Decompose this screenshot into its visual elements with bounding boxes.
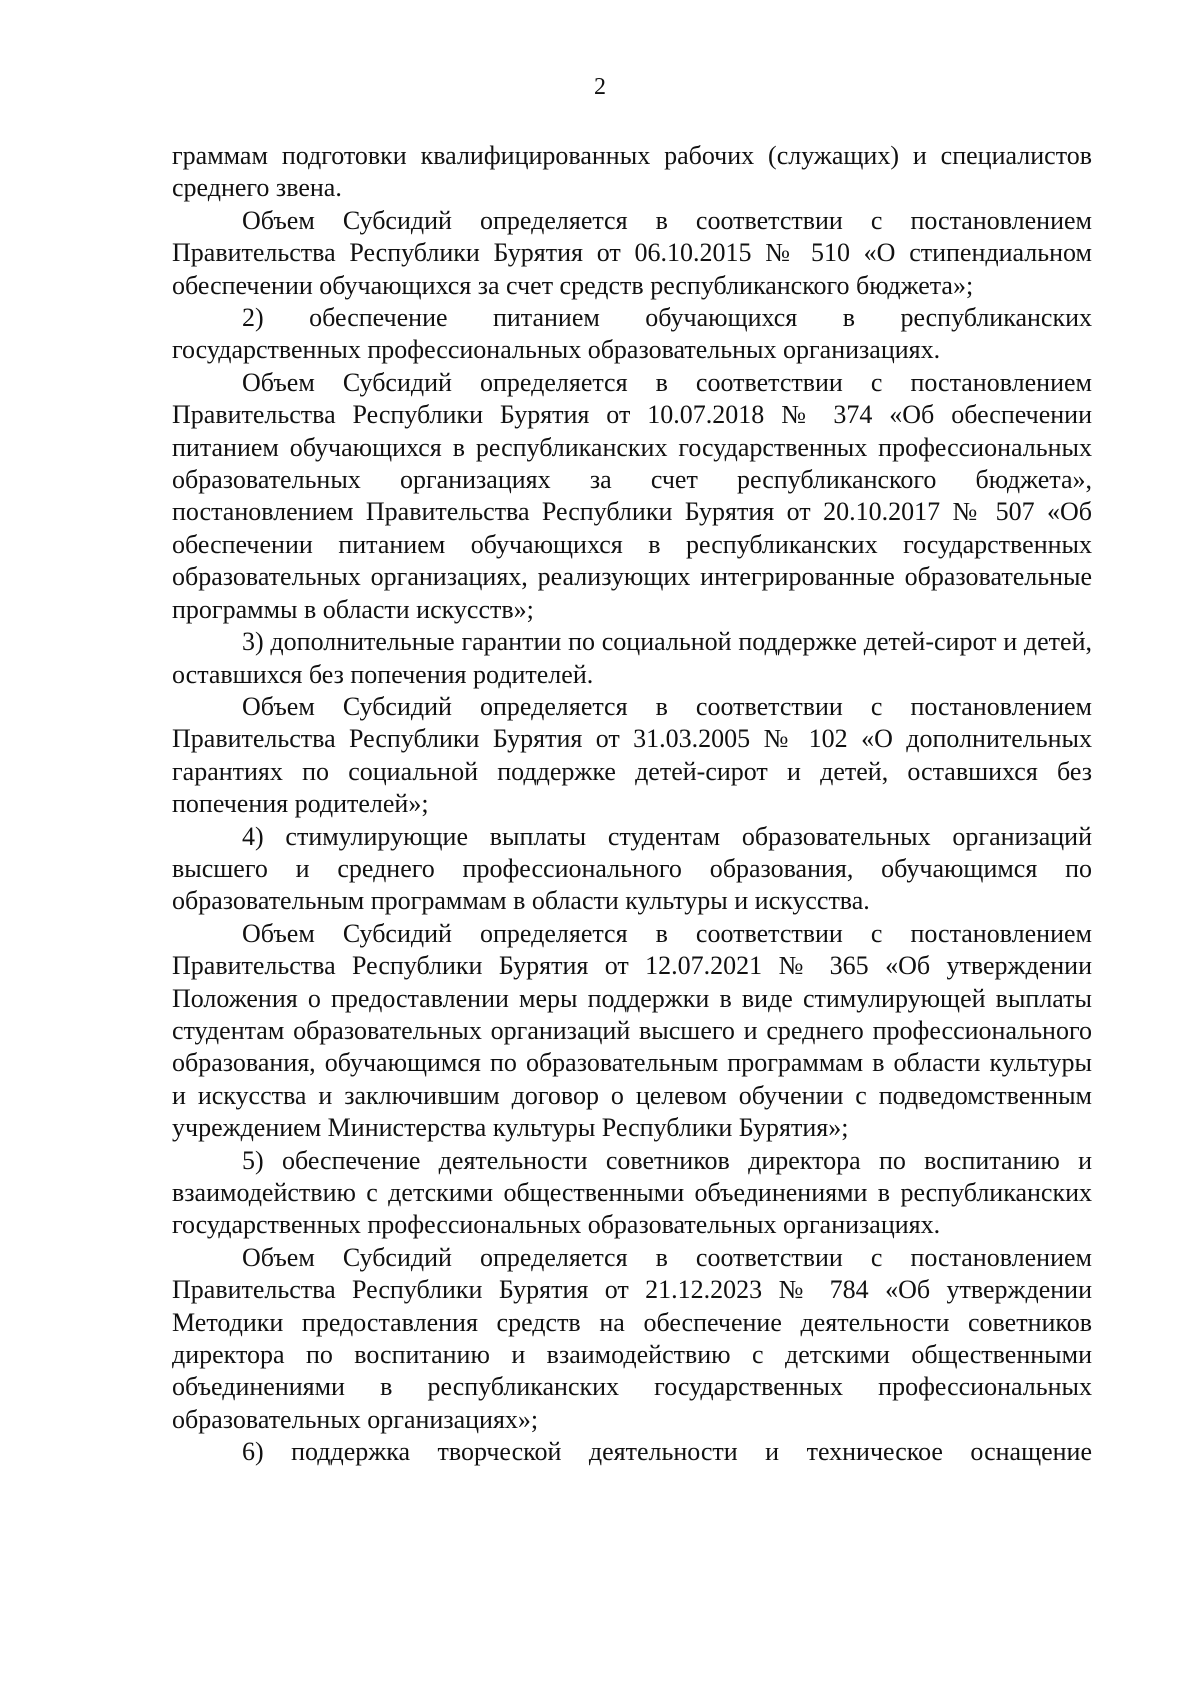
- paragraph-subsidy-volume-1: Объем Субсидий определяется в соответствии с постановлением Правительства Республики Бурятия от 06.10.2015 № 510 «О стипендиальном обеспечении обучающихся за счет средств республиканского бюджета»;: [172, 205, 1092, 300]
- paragraph-continuation: граммам подготовки квалифицированных рабочих (служащих) и специалистов среднего звена.: [172, 141, 1092, 203]
- paragraph-item-3: 3) дополнительные гарантии по социальной поддержке детей-сирот и детей, оставшихся без попечения родителей.: [172, 627, 1092, 689]
- document-body: [172, 140, 1092, 1469]
- paragraph-subsidy-volume-3: Объем Субсидий определяется в соответствии с постановлением Правительства Республики Бурятия от 31.03.2005 № 102 «О дополнительных гарантиях по социальной поддержке детей-сирот и детей, оставшихся без попечения родителей»;: [172, 691, 1092, 819]
- page-number: 2: [594, 74, 606, 100]
- paragraph-subsidy-volume-5: Объем Субсидий определяется в соответствии с постановлением Правительства Республики Бурятия от 21.12.2023 № 784 «Об утверждении Методики предоставления средств на обеспечение деятельности советников директора по воспитанию и взаимодействию с детскими общественными объединениями в республиканских государственных профессиональных образовательных организациях»;: [172, 1242, 1092, 1434]
- paragraph-item-2: 2) обеспечение питанием обучающихся в республиканских государственных профессиональных образовательных организациях.: [172, 303, 1092, 365]
- paragraph-item-4: 4) стимулирующие выплаты студентам образовательных организаций высшего и среднего профессионального образования, обучающимся по образовательным программам в области культуры и искусства.: [172, 821, 1092, 916]
- paragraph-item-6: 6) поддержка творческой деятельности и техническое оснащение: [242, 1437, 1092, 1467]
- paragraph-item-5: 5) обеспечение деятельности советников директора по воспитанию и взаимодействию с детскими общественными объединениями в республиканских государственных профессиональных образовательных организациях.: [172, 1145, 1092, 1240]
- paragraph-subsidy-volume-2: Объем Субсидий определяется в соответствии с постановлением Правительства Республики Бурятия от 10.07.2018 № 374 «Об обеспечении питанием обучающихся в республиканских государственных профессиональных образовательных организациях за счет республиканского бюджета», постановлением Правительства Республики Бурятия от 20.10.2017 № 507 «Об обеспечении питанием обучающихся в республиканских государственных образовательных организациях, реализующих интегрированные образовательные программы в области искусств»;: [172, 367, 1092, 624]
- paragraph-subsidy-volume-4: Объем Субсидий определяется в соответствии с постановлением Правительства Республики Бурятия от 12.07.2021 № 365 «Об утверждении Положения о предоставлении меры поддержки в виде стимулирующей выплаты студентам образовательных организаций высшего и среднего профессионального образования, обучающимся по образовательным программам в области культуры и искусства и заключившим договор о целевом обучении с подведомственным учреждением Министерства культуры Республики Бурятия»;: [172, 918, 1092, 1143]
